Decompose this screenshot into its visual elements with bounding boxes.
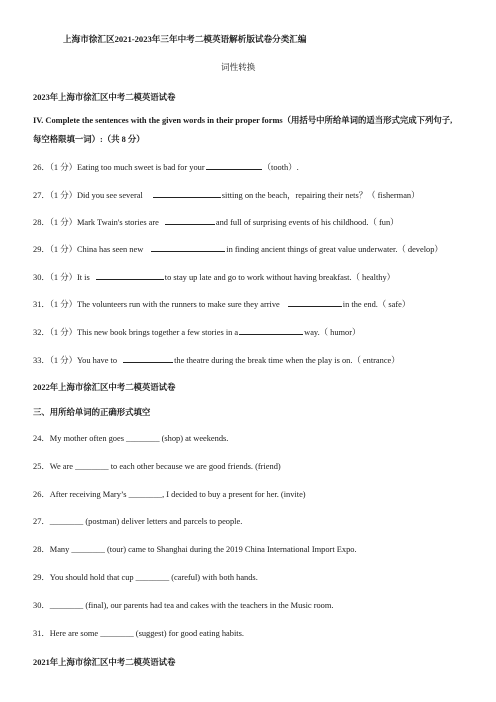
section-heading-2021: 2021年上海市徐汇区中考二模英语试卷 (33, 658, 176, 667)
question-2022-31: 31．Here are some ________ (suggest) for good eating habits. (33, 629, 244, 638)
instruction-2022: 三、用所给单词的正确形式填空 (33, 408, 151, 417)
question-2022-25: 25．We are ________ to each other because we are good friends. (friend) (33, 462, 281, 471)
answer-blank (123, 354, 173, 363)
instruction-line-1: IV. Complete the sentences with the given words in their proper forms（用括号中所给单词的适当形式完成下列句子, (33, 116, 453, 125)
answer-blank (151, 243, 225, 252)
question-2022-29: 29．You should hold that cup ________ (careful) with both hands. (33, 573, 258, 582)
section-heading-2022: 2022年上海市徐汇区中考二模英语试卷 (33, 383, 176, 392)
question-2022-26: 26．After receiving Mary’s ________, I decided to buy a present for her. (invite) (33, 490, 306, 499)
question-2023-31: 31．（1 分）The volunteers run with the runners to make sure they arrive in the end.（ safe） (33, 300, 411, 309)
instruction-line-2: 每空格限填一词）:（共 8 分） (33, 135, 145, 144)
document-subtitle: 词性转换 (221, 62, 256, 72)
answer-blank (165, 216, 215, 225)
answer-blank (153, 189, 221, 198)
question-2023-33: 33．（1 分）You have to the theatre during the break time when the play is on.（ entrance） (33, 356, 400, 365)
question-2023-27: 27．（1 分）Did you see several sitting on the beach，repairing their nets？（ fisherman） (33, 191, 420, 200)
question-2023-26: 26．（1 分）Eating too much sweet is bad for your （tooth）. (33, 163, 299, 172)
question-2022-27: 27．________ (postman) deliver letters and parcels to people. (33, 517, 243, 526)
answer-blank (288, 298, 342, 307)
question-2023-29: 29．（1 分）China has seen new in finding ancient things of great value underwater.（ develop） (33, 245, 443, 254)
question-2023-28: 28．（1 分）Mark Twain's stories are and full of surprising events of his childhood.（ fun） (33, 218, 399, 227)
answer-blank (239, 326, 303, 335)
question-2023-32: 32．（1 分）This new book brings together a few stories in a way.（ humor） (33, 328, 361, 337)
question-2022-30: 30．________ (final), our parents had tea and cakes with the teachers in the Music room. (33, 601, 334, 610)
answer-blank (206, 161, 262, 170)
document-title: 上海市徐汇区2021-2023年三年中考二模英语解析版试卷分类汇编 (63, 34, 307, 44)
question-2022-24: 24．My mother often goes ________ (shop) at weekends. (33, 434, 229, 443)
section-heading-2023: 2023年上海市徐汇区中考二模英语试卷 (33, 93, 176, 102)
answer-blank (96, 271, 164, 280)
question-2023-30: 30．（1 分）It is to stay up late and go to work without having breakfast.（ healthy） (33, 273, 396, 282)
question-2022-28: 28．Many ________ (tour) came to Shanghai during the 2019 China International Import Expo. (33, 545, 357, 554)
